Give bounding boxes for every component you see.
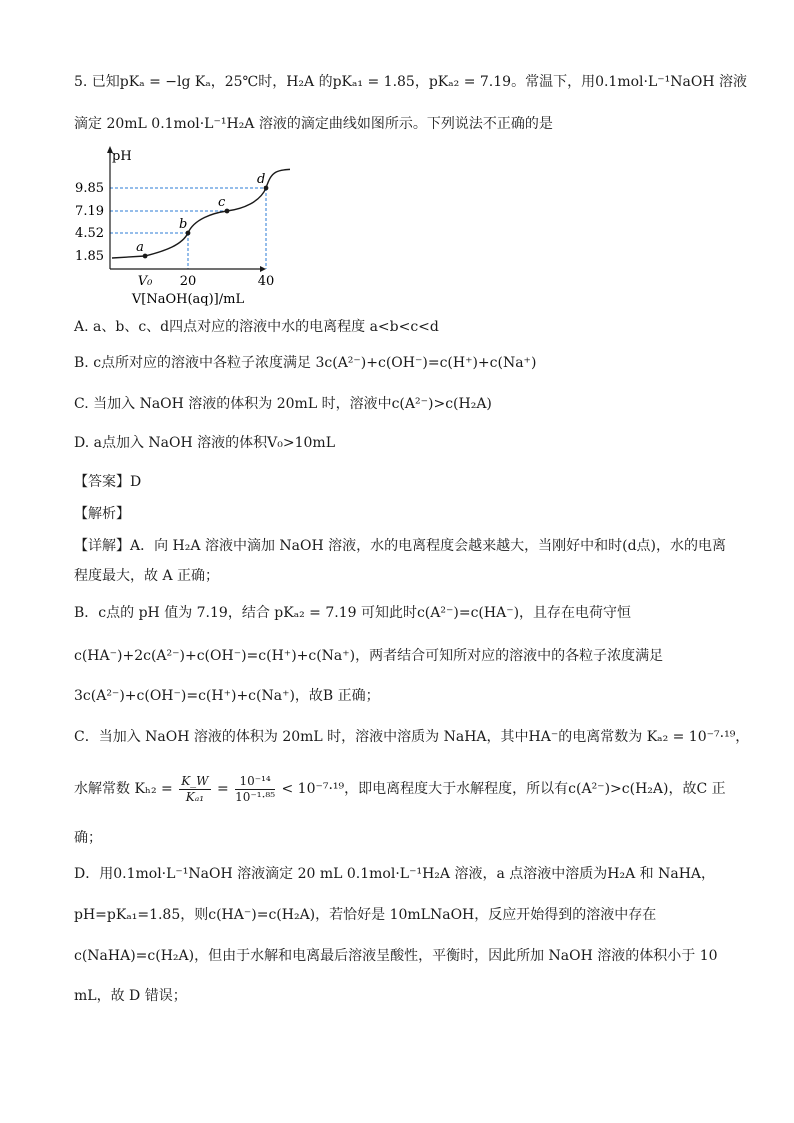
y-tick-label: 9.85 — [75, 181, 104, 196]
option-a: A. a、b、c、d四点对应的溶液中水的电离程度 a<b<c<d — [74, 319, 439, 335]
titration-curve-chart — [70, 140, 290, 310]
fraction-denominator: 10⁻¹·⁸⁵ — [235, 789, 276, 804]
y-tick-label: 7.19 — [75, 204, 104, 219]
detail-line-10: pH=pKₐ₁=1.85，则c(HA⁻)=c(H₂A)，若恰好是 10mLNaOH，反应开始得到的溶液中存在 — [74, 907, 657, 923]
question-line-1: 5. 已知pKₐ = −lg Kₐ，25℃时，H₂A 的pKₐ₁ = 1.85，pKₐ₂ = 7.19。常温下，用0.1mol·L⁻¹NaOH 溶液 — [74, 74, 747, 90]
detail-line-1: 【详解】A．向 H₂A 溶液中滴加 NaOH 溶液，水的电离程度会越来越大，当刚好中和时(d点)，水的电离 — [74, 538, 727, 554]
detail-line-5: 3c(A²⁻)+c(OH⁻)=c(H⁺)+c(Na⁺)，故B 正确； — [74, 688, 380, 704]
detail-line-6: C．当加入 NaOH 溶液的体积为 20mL 时，溶液中溶质为 NaHA，其中HA⁻的电离常数为 Kₐ₂ = 10⁻⁷·¹⁹， — [74, 729, 750, 745]
option-d: D. a点加入 NaOH 溶液的体积V₀>10mL — [74, 435, 335, 451]
point-c — [225, 209, 230, 214]
equals-sign: = — [216, 781, 229, 797]
detail-line-9: D．用0.1mol·L⁻¹NaOH 溶液滴定 20 mL 0.1mol·L⁻¹H₂A 溶液，a 点溶液中溶质为H₂A 和 NaHA， — [74, 866, 716, 882]
point-label-b: b — [179, 217, 188, 232]
detail-line-8: 确； — [74, 830, 102, 846]
y-axis-label: pH — [112, 149, 132, 164]
hydrolysis-conclusion: < 10⁻⁷·¹⁹，即电离程度大于水解程度，所以有c(A²⁻)>c(H₂A)，故C 正 — [281, 781, 726, 797]
hydrolysis-constant-label: 水解常数 Kₕ₂ = — [74, 781, 173, 797]
y-tick-label: 4.52 — [75, 226, 104, 241]
point-label-c: c — [218, 195, 226, 210]
fraction-kw-over-ka1 — [179, 774, 210, 805]
detail-line-12: mL，故 D 错误； — [74, 988, 187, 1004]
y-tick-label: 1.85 — [75, 249, 104, 264]
x-tick-label: 40 — [257, 274, 275, 289]
question-line-2: 滴定 20mL 0.1mol·L⁻¹H₂A 溶液的滴定曲线如图所示。下列说法不正确的是 — [74, 116, 553, 132]
fraction-powers-of-ten — [235, 774, 275, 805]
x-axis-arrow — [260, 266, 266, 272]
answer-label: 【答案】D — [74, 474, 142, 490]
point-label-a: a — [136, 240, 144, 255]
option-c: C. 当加入 NaOH 溶液的体积为 20mL 时，溶液中c(A²⁻)>c(H₂A) — [74, 396, 492, 412]
analysis-label: 【解析】 — [74, 506, 130, 522]
fraction-numerator: K_W — [181, 773, 209, 788]
x-axis-label: V[NaOH(aq)]/mL — [131, 292, 245, 307]
detail-line-2: 程度最大，故 A 正确； — [74, 568, 220, 584]
x-tick-label: 20 — [179, 274, 197, 289]
detail-line-3: B．c点的 pH 值为 7.19，结合 pKₐ₂ = 7.19 可知此时c(A²⁻)=c(HA⁻)，且存在电荷守恒 — [74, 605, 632, 621]
x-tick-label: V₀ — [137, 274, 153, 289]
detail-line-4: c(HA⁻)+2c(A²⁻)+c(OH⁻)=c(H⁺)+c(Na⁺)，两者结合可知所对应的溶液中的各粒子浓度满足 — [74, 648, 664, 664]
detail-line-11: c(NaHA)=c(H₂A)，但由于水解和电离最后溶液呈酸性，平衡时，因此所加 NaOH 溶液的体积小于 10 — [74, 948, 718, 964]
point-label-d: d — [257, 172, 266, 187]
detail-line-7 — [74, 772, 726, 806]
fraction-denominator: Kₐ₁ — [185, 789, 205, 804]
option-b: B. c点所对应的溶液中各粒子浓度满足 3c(A²⁻)+c(OH⁻)=c(H⁺)+c(Na⁺) — [74, 355, 537, 371]
fraction-numerator: 10⁻¹⁴ — [235, 774, 275, 790]
